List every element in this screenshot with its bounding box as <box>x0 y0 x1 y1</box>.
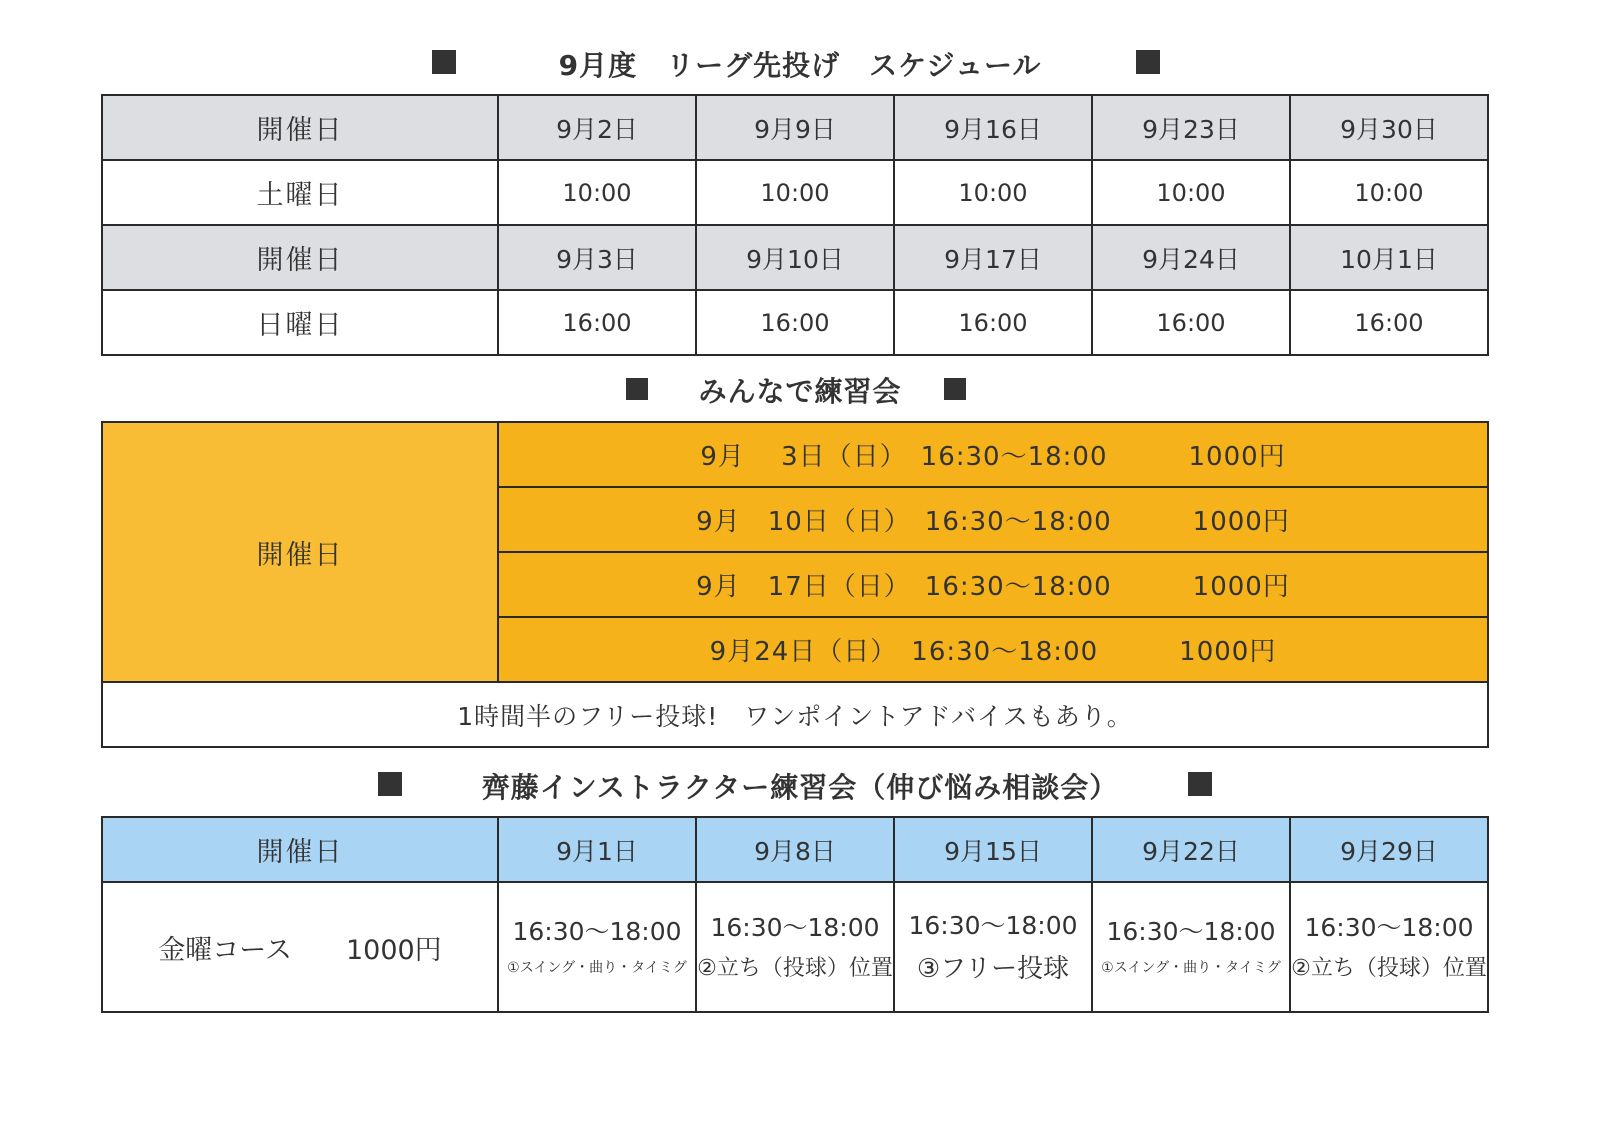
date-cell: 9月8日 <box>696 817 894 882</box>
practice-label: 開催日 <box>102 422 498 682</box>
session-time: 16:30〜18:00 <box>1304 912 1474 942</box>
session-cell <box>1092 882 1290 1012</box>
practice-session: 9月24日（日） 16:30〜18:00 1000円 <box>498 617 1488 682</box>
session-topic: ②立ち（投球）位置 <box>1291 955 1487 981</box>
saturday-date-row <box>102 95 1488 160</box>
league-title: 9月度 リーグ先投げ スケジュール <box>558 49 1042 82</box>
date-cell: 9月9日 <box>696 95 894 160</box>
time-cell: 16:00 <box>894 290 1092 355</box>
time-cell: 10:00 <box>1290 160 1488 225</box>
practice-note: 1時間半のフリー投球! ワンポイントアドバイスもあり。 <box>102 682 1488 747</box>
date-cell: 9月17日 <box>894 225 1092 290</box>
row-label: 開催日 <box>102 225 498 290</box>
practice-session: 9月 3日（日） 16:30〜18:00 1000円 <box>498 422 1488 487</box>
sunday-date-row <box>102 225 1488 290</box>
session-cell <box>894 882 1092 1012</box>
session-cell <box>696 882 894 1012</box>
session-topic: ①スイング・曲り・タイミグ <box>507 960 687 977</box>
friday-course-row <box>102 882 1488 1012</box>
time-cell: 10:00 <box>894 160 1092 225</box>
date-cell: 9月24日 <box>1092 225 1290 290</box>
practice-note-row <box>102 682 1488 747</box>
saturday-time-row <box>102 160 1488 225</box>
instructor-table <box>101 816 1489 1013</box>
date-cell: 9月16日 <box>894 95 1092 160</box>
session-topic: ②立ち（投球）位置 <box>697 955 893 981</box>
session-cell <box>498 882 696 1012</box>
time-cell: 10:00 <box>696 160 894 225</box>
practice-session: 9月 10日（日） 16:30〜18:00 1000円 <box>498 487 1488 552</box>
date-cell: 10月1日 <box>1290 225 1488 290</box>
time-cell: 10:00 <box>498 160 696 225</box>
session-time: 16:30〜18:00 <box>1106 917 1276 947</box>
session-topic: ①スイング・曲り・タイミグ <box>1101 960 1281 977</box>
session-time: 16:30〜18:00 <box>710 912 880 942</box>
instructor-title: 齊藤インストラクター練習会（伸び悩み相談会） <box>481 771 1119 804</box>
date-cell: 9月3日 <box>498 225 696 290</box>
date-cell: 9月10日 <box>696 225 894 290</box>
session-time: 16:30〜18:00 <box>512 917 682 947</box>
practice-title: みんなで練習会 <box>698 375 902 408</box>
row-label: 開催日 <box>102 95 498 160</box>
bullet-square-icon <box>944 378 966 400</box>
row-label: 開催日 <box>102 817 498 882</box>
date-cell: 9月29日 <box>1290 817 1488 882</box>
time-cell: 16:00 <box>1092 290 1290 355</box>
row-label: 日曜日 <box>102 290 498 355</box>
row-label: 土曜日 <box>102 160 498 225</box>
date-cell: 9月2日 <box>498 95 696 160</box>
bullet-square-icon <box>1188 772 1212 796</box>
instructor-date-row <box>102 817 1488 882</box>
course-label: 金曜コース 1000円 <box>102 882 498 1012</box>
session-time: 16:30〜18:00 <box>908 910 1078 940</box>
sunday-time-row <box>102 290 1488 355</box>
bullet-square-icon <box>1136 50 1160 74</box>
time-cell: 16:00 <box>696 290 894 355</box>
time-cell: 10:00 <box>1092 160 1290 225</box>
time-cell: 16:00 <box>1290 290 1488 355</box>
practice-session: 9月 17日（日） 16:30〜18:00 1000円 <box>498 552 1488 617</box>
date-cell: 9月1日 <box>498 817 696 882</box>
practice-row <box>102 422 1488 487</box>
date-cell: 9月22日 <box>1092 817 1290 882</box>
session-cell <box>1290 882 1488 1012</box>
date-cell: 9月23日 <box>1092 95 1290 160</box>
date-cell: 9月30日 <box>1290 95 1488 160</box>
league-schedule-table <box>101 94 1489 356</box>
time-cell: 16:00 <box>498 290 696 355</box>
practice-table <box>101 421 1489 748</box>
session-topic: ③フリー投球 <box>916 953 1070 984</box>
date-cell: 9月15日 <box>894 817 1092 882</box>
